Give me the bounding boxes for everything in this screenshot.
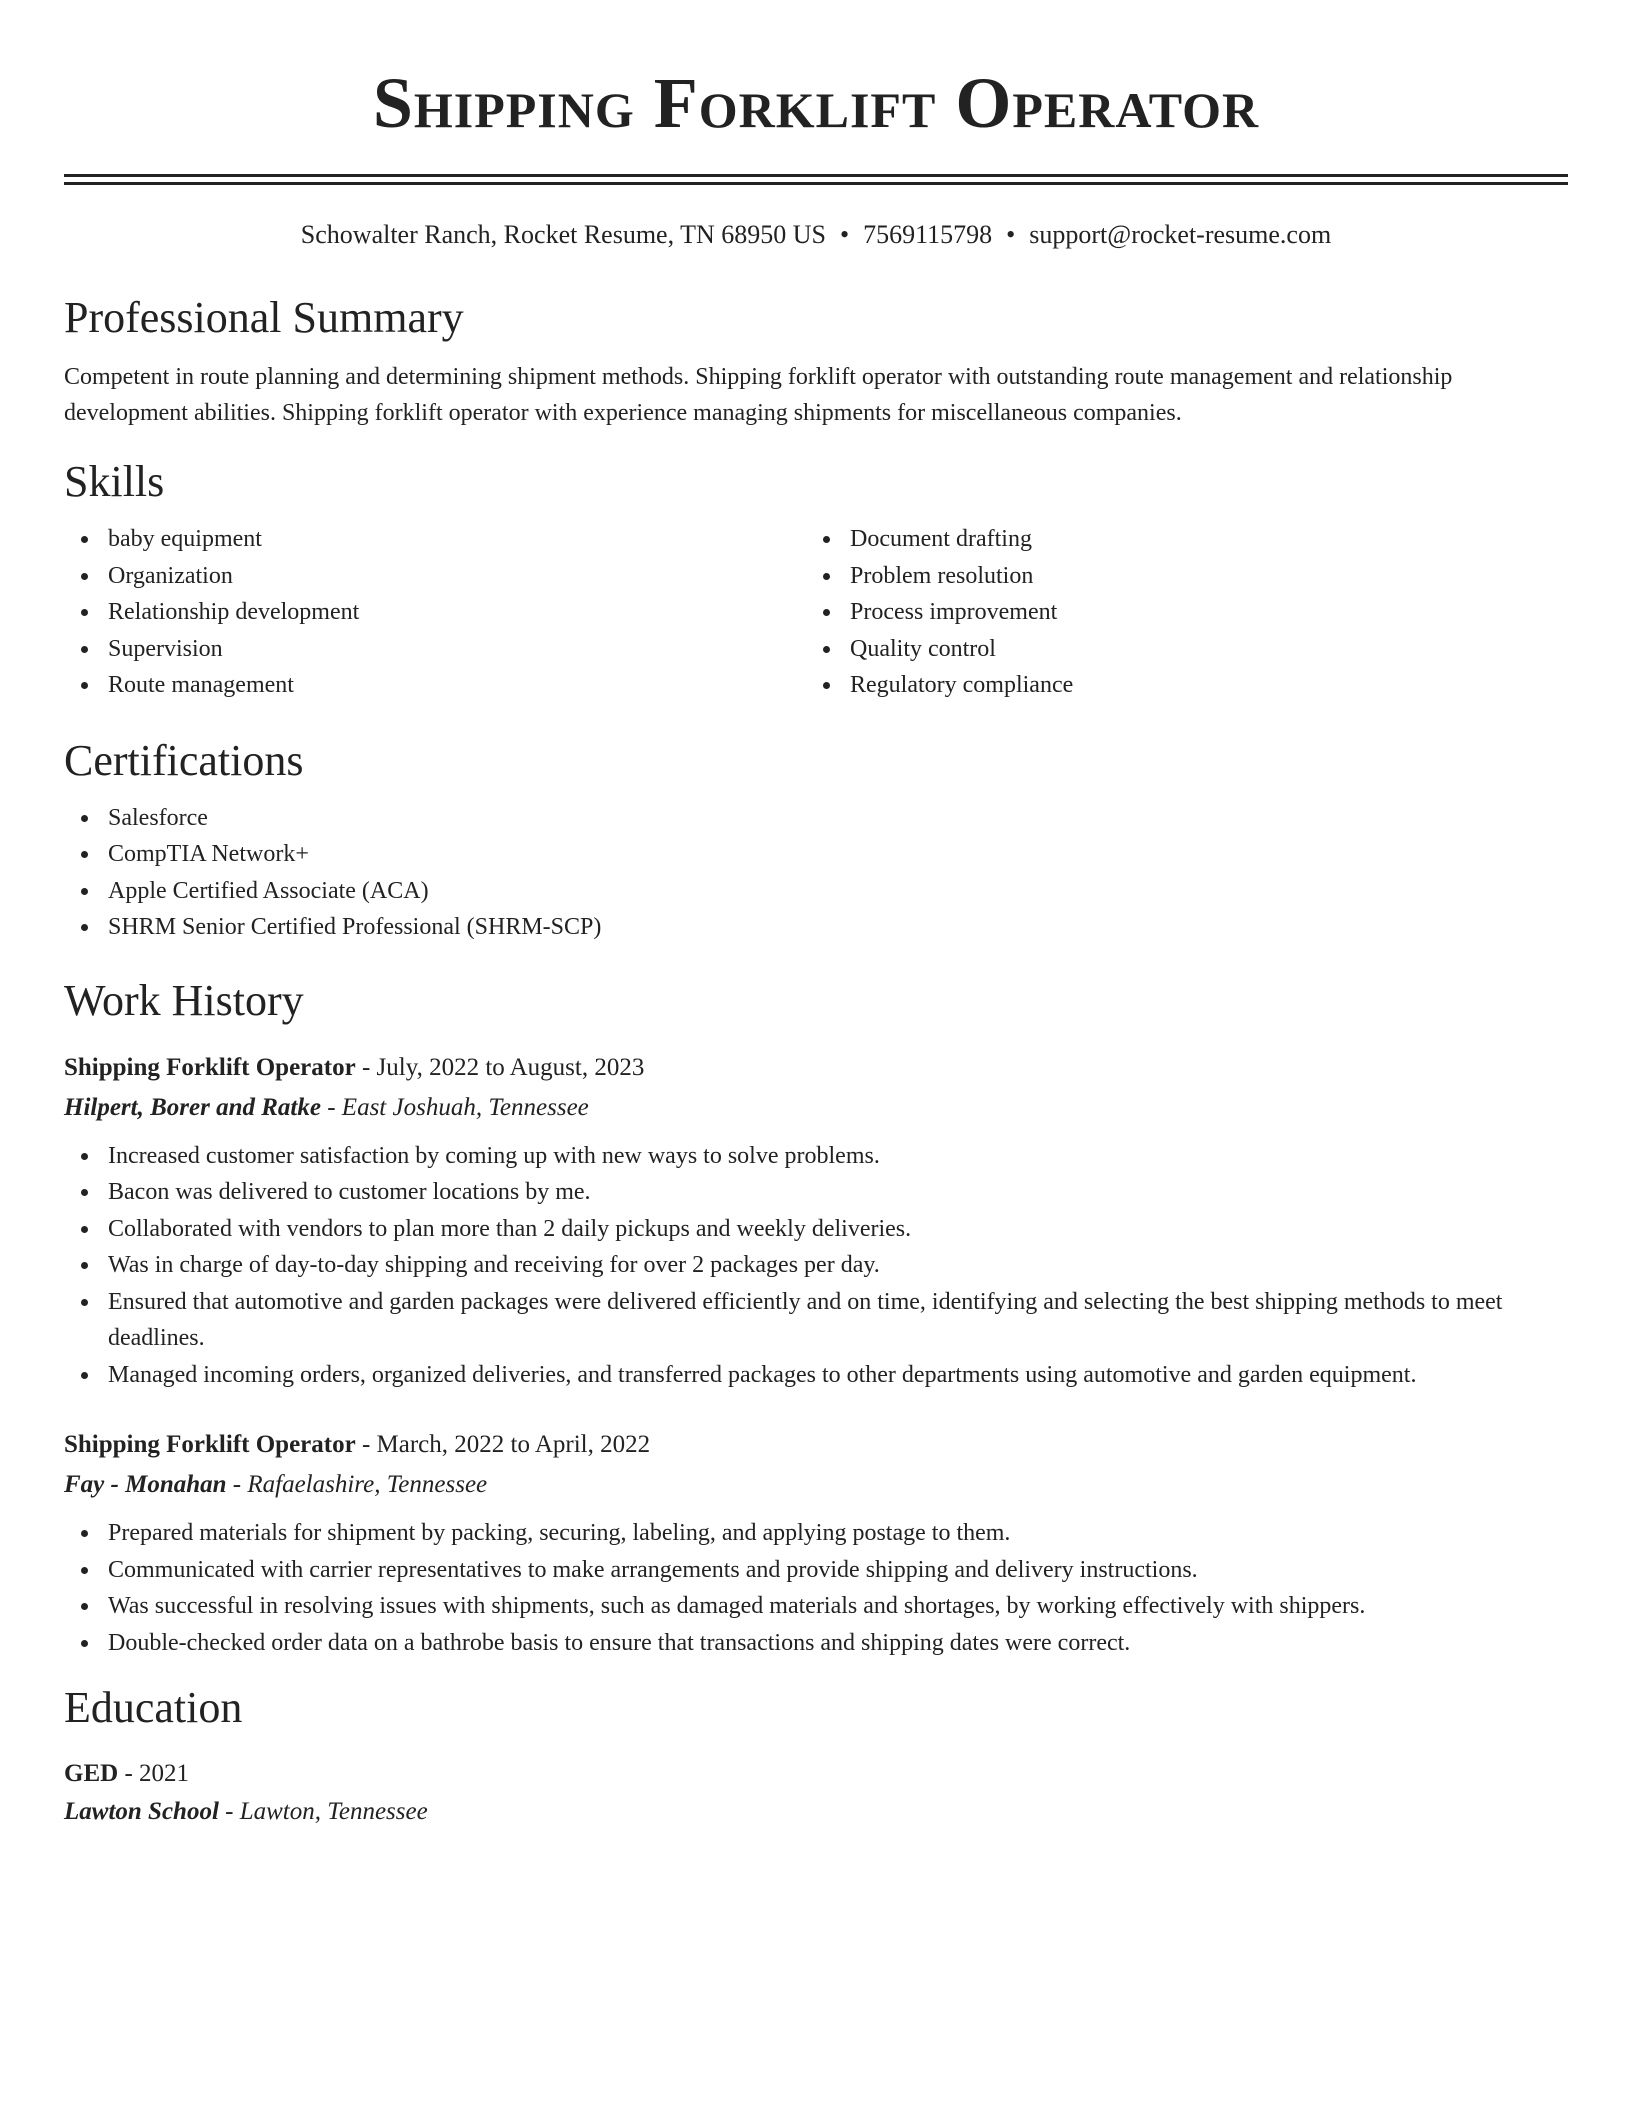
skill-item: Organization xyxy=(64,558,806,595)
job-bullet-list xyxy=(64,1515,1568,1661)
skill-item: Problem resolution xyxy=(806,558,1548,595)
job-bullet: Managed incoming orders, organized deliveries, and transferred packages to other departments using automotive and garden equipment. xyxy=(64,1357,1568,1394)
job-bullet: Was in charge of day-to-day shipping and receiving for over 2 packages per day. xyxy=(64,1247,1568,1284)
work-history-title: Work History xyxy=(64,975,304,1025)
skill-item: Supervision xyxy=(64,631,806,668)
education-school-line xyxy=(64,1793,1568,1831)
summary-title: Professional Summary xyxy=(64,293,464,342)
job-title: Shipping Forklift Operator xyxy=(64,1431,356,1458)
job-entry xyxy=(64,1425,1568,1661)
resume-name-heading: Shipping Forklift Operator xyxy=(372,63,1260,143)
job-title-line xyxy=(64,1048,1568,1088)
contact-address: Schowalter Ranch, Rocket Resume, TN 68950 US xyxy=(300,220,827,249)
job-bullet: Increased customer satisfaction by coming up with new ways to solve problems. xyxy=(64,1138,1568,1175)
education-degree-line xyxy=(64,1755,1568,1793)
skill-item: Regulatory compliance xyxy=(806,667,1548,704)
skills-column-right xyxy=(806,521,1548,704)
skills-list-left xyxy=(64,521,806,704)
job-location: - East Joshuah, Tennessee xyxy=(320,1093,589,1121)
contact-separator: • xyxy=(1006,220,1016,249)
skill-item: Route management xyxy=(64,667,806,704)
skill-item: baby equipment xyxy=(64,521,806,558)
skill-item: Document drafting xyxy=(806,521,1548,558)
certifications-list xyxy=(64,800,1568,946)
job-bullet: Ensured that automotive and garden packages were delivered efficiently and on time, identifying and selecting the best shipping methods to meet deadlines. xyxy=(64,1284,1568,1357)
education-section xyxy=(64,1681,1568,1831)
header-double-rule xyxy=(64,174,1568,185)
skills-section xyxy=(64,455,1568,704)
education-year: - 2021 xyxy=(118,1760,190,1787)
job-location: - Rafaelashire, Tennessee xyxy=(226,1471,488,1498)
job-bullet-list xyxy=(64,1138,1568,1394)
job-company-line xyxy=(64,1465,1568,1505)
job-bullet: Bacon was delivered to customer locations by me. xyxy=(64,1174,1568,1211)
skills-grid xyxy=(64,521,1568,704)
skill-item: Process improvement xyxy=(806,594,1548,631)
certifications-title: Certifications xyxy=(64,735,304,785)
job-bullet: Collaborated with vendors to plan more than 2 daily pickups and weekly deliveries. xyxy=(64,1211,1568,1248)
summary-text: Competent in route planning and determining shipment methods. Shipping forklift operator with outstanding route management and relationship development abilities. Shipping forklift operator with experience managing shipments for miscellaneous companies. xyxy=(64,364,1453,426)
job-title: Shipping Forklift Operator xyxy=(64,1053,356,1081)
certifications-section xyxy=(64,734,1568,946)
certification-item: SHRM Senior Certified Professional (SHRM-SCP) xyxy=(64,909,1568,946)
education-location: - Lawton, Tennessee xyxy=(218,1798,428,1825)
education-title: Education xyxy=(64,1683,243,1732)
job-dates: - March, 2022 to April, 2022 xyxy=(355,1431,651,1458)
skill-item: Relationship development xyxy=(64,594,806,631)
job-bullet: Prepared materials for shipment by packing, securing, labeling, and applying postage to them. xyxy=(64,1515,1568,1552)
job-bullet: Double-checked order data on a bathrobe basis to ensure that transactions and shipping dates were correct. xyxy=(64,1625,1568,1662)
skills-title: Skills xyxy=(64,457,165,506)
contact-line xyxy=(64,219,1568,251)
skills-column-left xyxy=(64,521,806,704)
job-company: Fay - Monahan xyxy=(64,1471,227,1498)
job-title-line xyxy=(64,1425,1568,1465)
education-degree: GED xyxy=(64,1760,119,1787)
contact-phone: 7569115798 xyxy=(863,220,993,249)
job-company-line xyxy=(64,1088,1568,1128)
job-dates: - July, 2022 to August, 2023 xyxy=(355,1053,645,1081)
summary-section xyxy=(64,291,1568,431)
certification-item: CompTIA Network+ xyxy=(64,836,1568,873)
education-school: Lawton School xyxy=(64,1798,219,1825)
contact-email: support@rocket-resume.com xyxy=(1029,220,1332,249)
work-history-section xyxy=(64,974,1568,1662)
contact-separator: • xyxy=(840,220,850,249)
skill-item: Quality control xyxy=(806,631,1548,668)
skills-list-right xyxy=(806,521,1548,704)
certification-item: Salesforce xyxy=(64,800,1568,837)
job-bullet: Was successful in resolving issues with shipments, such as damaged materials and shortages, by working effectively with shippers. xyxy=(64,1588,1568,1625)
job-entry xyxy=(64,1048,1568,1394)
job-bullet: Communicated with carrier representatives to make arrangements and provide shipping and delivery instructions. xyxy=(64,1552,1568,1589)
job-company: Hilpert, Borer and Ratke xyxy=(64,1093,321,1121)
certification-item: Apple Certified Associate (ACA) xyxy=(64,873,1568,910)
